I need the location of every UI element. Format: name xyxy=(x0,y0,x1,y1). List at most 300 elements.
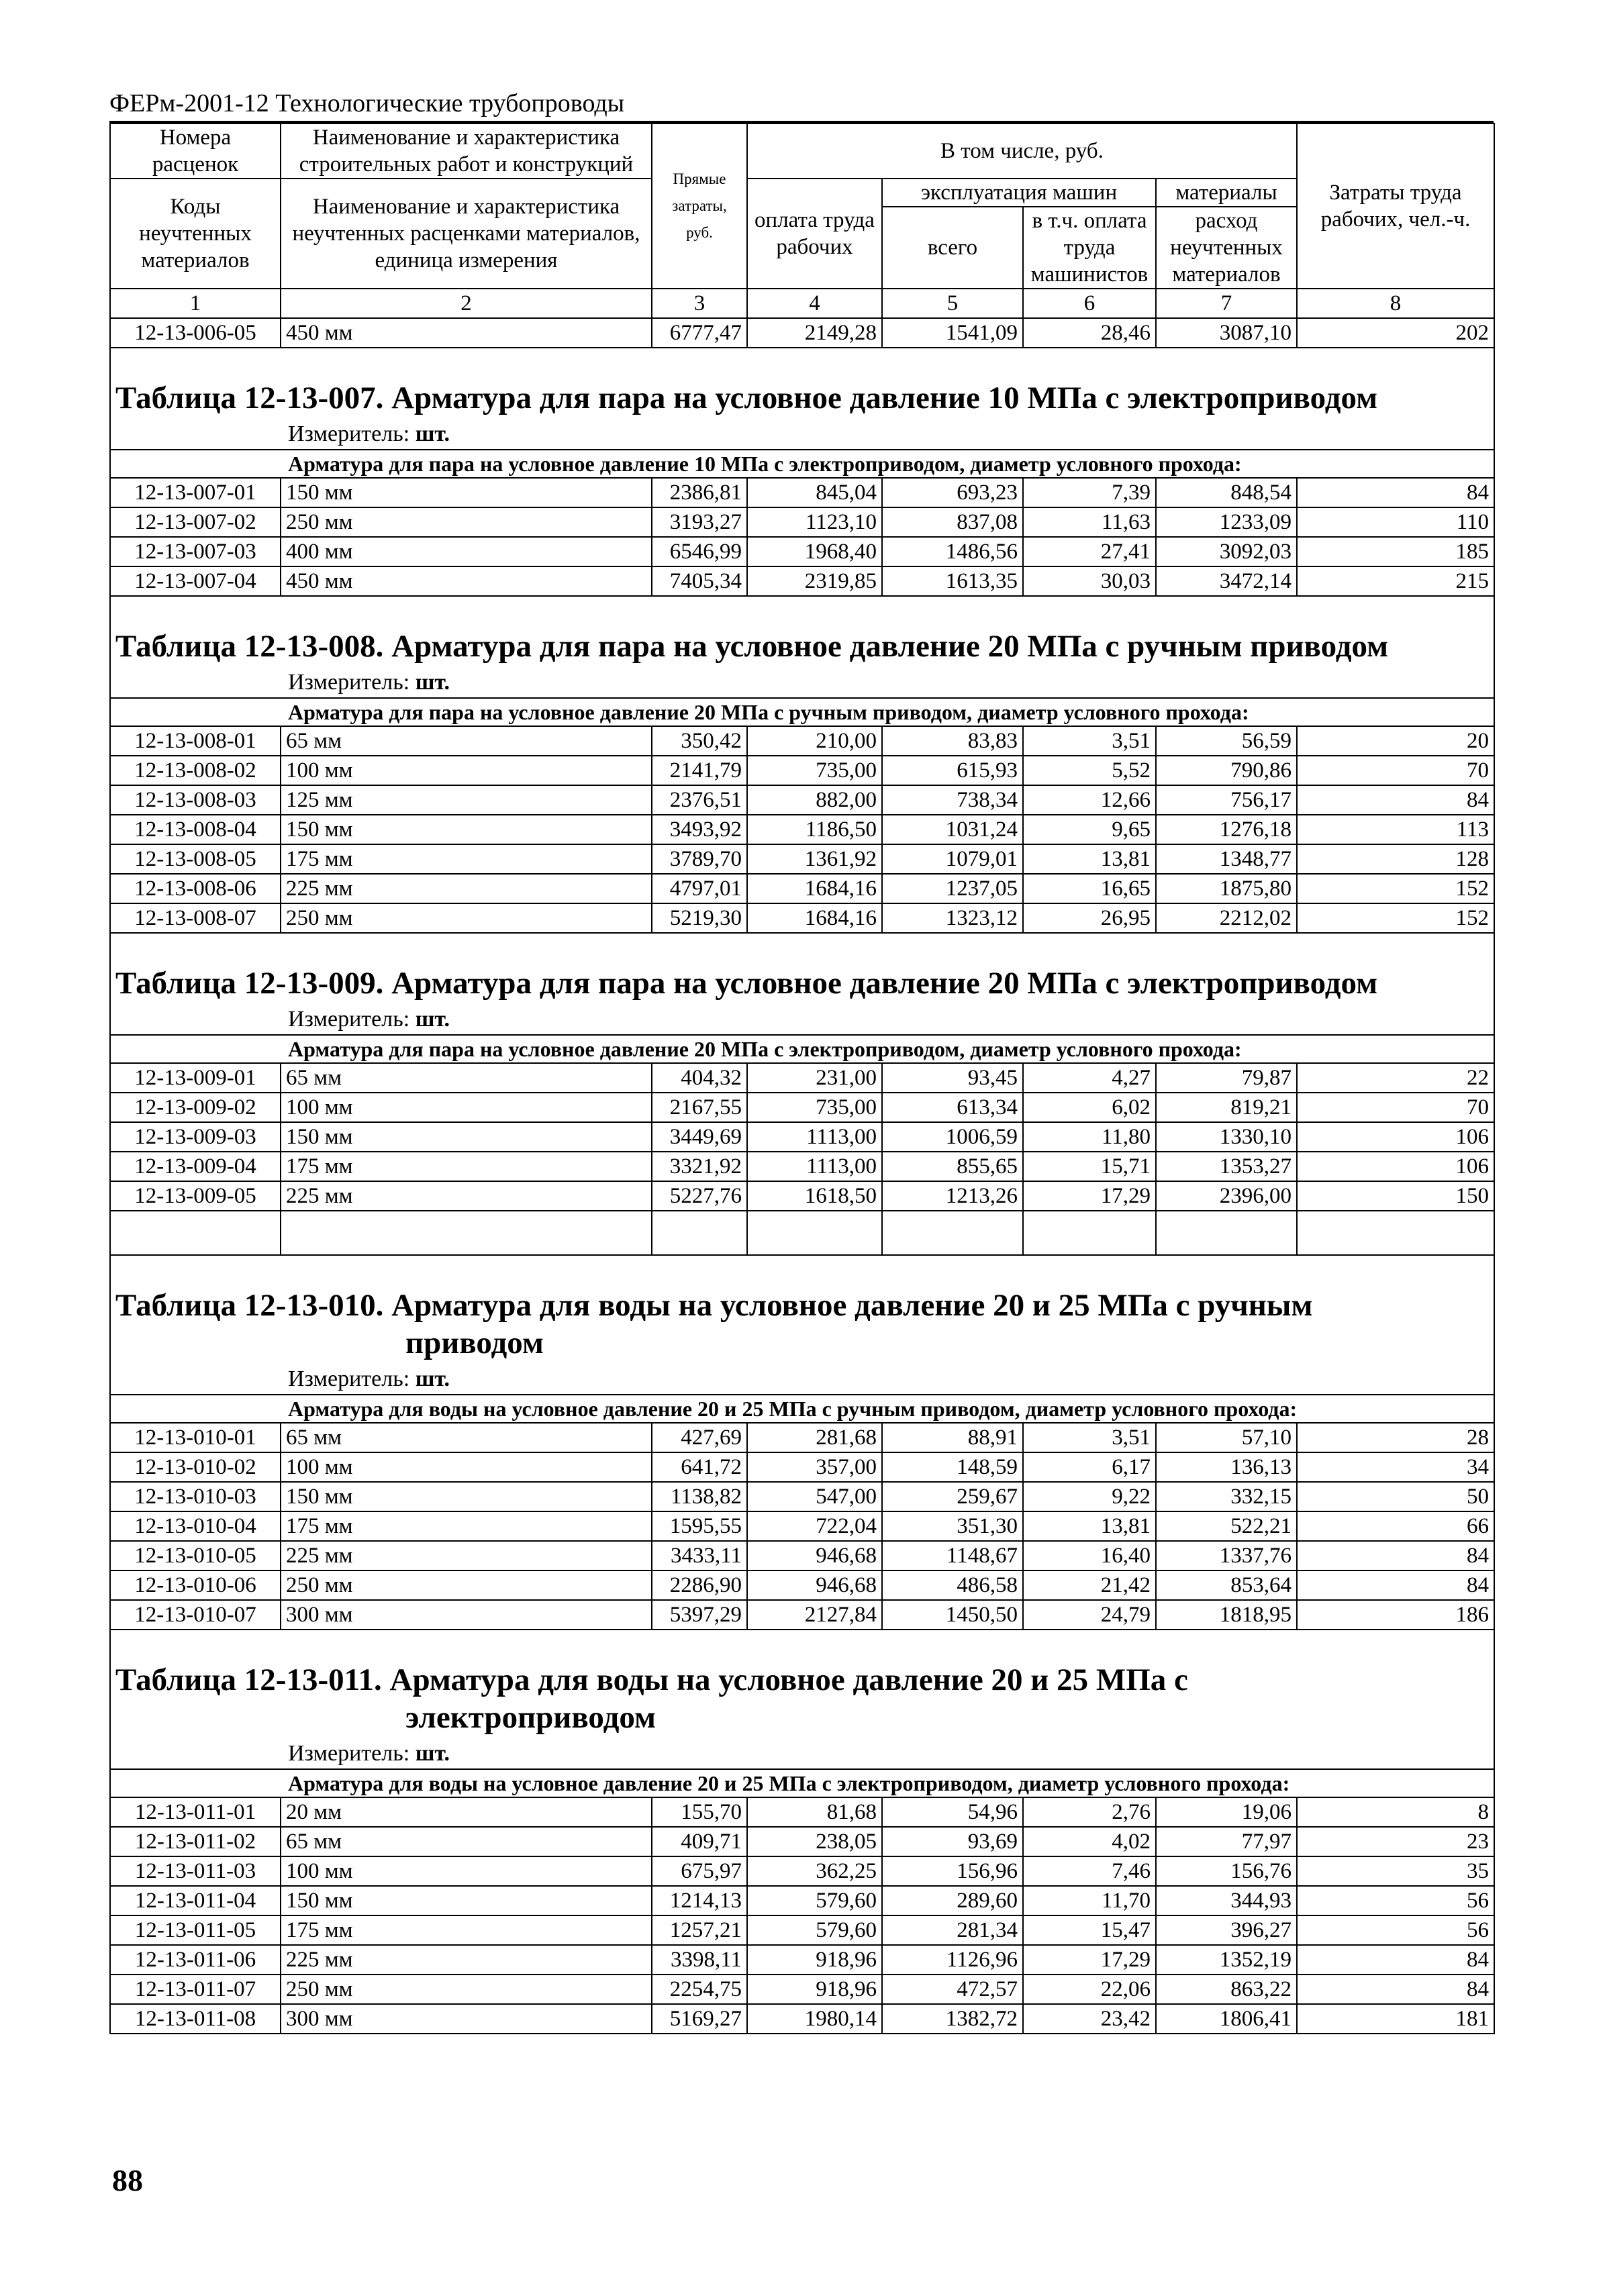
measure-row xyxy=(110,668,1494,698)
table-row xyxy=(110,1511,1494,1541)
diameter: 20 мм xyxy=(281,1797,652,1827)
direct-cost: 155,70 xyxy=(652,1797,747,1827)
labor-cost: 2127,84 xyxy=(747,1600,882,1630)
col2-top-heading: Наименование и характеристика строительных работ и конструкций xyxy=(281,123,652,179)
machines-total: 93,69 xyxy=(882,1827,1023,1856)
table-row xyxy=(110,1600,1494,1630)
materials-cost: 344,93 xyxy=(1156,1886,1297,1915)
column-number: 6 xyxy=(1023,289,1156,318)
rate-code: 12-13-011-03 xyxy=(110,1856,281,1886)
machines-total: 93,45 xyxy=(882,1063,1023,1093)
table-row xyxy=(110,815,1494,844)
direct-cost: 3493,92 xyxy=(652,815,747,844)
table-title-text: Таблица 12-13-009. Арматура для пара на условное давление 20 МПа с электроприводом xyxy=(115,966,1378,1001)
blank-cell xyxy=(652,1211,747,1255)
measure-unit: шт. xyxy=(415,1007,450,1032)
column-number: 1 xyxy=(110,289,281,318)
labor-cost: 946,68 xyxy=(747,1570,882,1600)
machinist-labor: 7,39 xyxy=(1023,478,1156,507)
table-row xyxy=(110,1122,1494,1152)
labor-cost: 1113,00 xyxy=(747,1122,882,1152)
machines-total: 837,08 xyxy=(882,507,1023,537)
materials-cost: 2212,02 xyxy=(1156,903,1297,933)
labor-hours: 84 xyxy=(1297,1541,1494,1570)
table-title-text: Таблица 12-13-011. Арматура для воды на условное давление 20 и 25 МПа с xyxy=(115,1662,1188,1697)
col2-bottom-heading: Наименование и характеристика неучтенных расценками материалов, единица измерения xyxy=(281,179,652,289)
table-row xyxy=(110,785,1494,815)
blank-cell xyxy=(1297,1211,1494,1255)
direct-cost: 5169,27 xyxy=(652,2004,747,2034)
table-title-row xyxy=(110,1255,1494,1364)
diameter: 100 мм xyxy=(281,1452,652,1482)
group-heading-materials: материалы xyxy=(1156,179,1297,207)
measure-unit-line xyxy=(110,1005,1494,1035)
machinist-labor: 26,95 xyxy=(1023,903,1156,933)
labor-hours: 8 xyxy=(1297,1797,1494,1827)
rate-code: 12-13-007-01 xyxy=(110,478,281,507)
col8-heading: Затраты труда рабочих, чел.-ч. xyxy=(1297,123,1494,289)
materials-cost: 19,06 xyxy=(1156,1797,1297,1827)
labor-hours: 34 xyxy=(1297,1452,1494,1482)
col5-heading: всего xyxy=(882,207,1023,289)
rate-code: 12-13-009-01 xyxy=(110,1063,281,1093)
machines-total: 289,60 xyxy=(882,1886,1023,1915)
measure-label: Измеритель: xyxy=(288,421,410,446)
direct-cost: 427,69 xyxy=(652,1423,747,1452)
diameter: 250 мм xyxy=(281,1975,652,2004)
labor-cost: 1684,16 xyxy=(747,903,882,933)
machinist-labor: 17,29 xyxy=(1023,1945,1156,1975)
blank-cell xyxy=(110,1211,281,1255)
machinist-labor: 17,29 xyxy=(1023,1181,1156,1211)
labor-cost: 1968,40 xyxy=(747,537,882,566)
labor-hours: 56 xyxy=(1297,1915,1494,1945)
machines-total: 1382,72 xyxy=(882,2004,1023,2034)
materials-cost: 848,54 xyxy=(1156,478,1297,507)
group-heading-machines: эксплуатация машин xyxy=(882,179,1156,207)
labor-hours: 70 xyxy=(1297,1093,1494,1122)
subheading-row xyxy=(110,1769,1494,1797)
direct-cost: 641,72 xyxy=(652,1452,747,1482)
measure-row xyxy=(110,1739,1494,1769)
measure-label: Измеритель: xyxy=(288,1366,410,1391)
diameter: 65 мм xyxy=(281,1423,652,1452)
table-row xyxy=(110,2004,1494,2034)
labor-hours: 181 xyxy=(1297,2004,1494,2034)
machinist-labor: 9,22 xyxy=(1023,1482,1156,1511)
table-row xyxy=(110,1063,1494,1093)
diameter: 225 мм xyxy=(281,1945,652,1975)
materials-cost: 853,64 xyxy=(1156,1570,1297,1600)
rate-code: 12-13-010-03 xyxy=(110,1482,281,1511)
labor-hours: 128 xyxy=(1297,844,1494,874)
table-title xyxy=(110,1255,1494,1364)
labor-cost: 547,00 xyxy=(747,1482,882,1511)
diameter: 150 мм xyxy=(281,1886,652,1915)
labor-cost: 1186,50 xyxy=(747,815,882,844)
labor-hours: 20 xyxy=(1297,726,1494,756)
measure-unit-line xyxy=(110,1364,1494,1395)
machinist-labor: 15,71 xyxy=(1023,1152,1156,1181)
diameter: 400 мм xyxy=(281,537,652,566)
machines-total: 54,96 xyxy=(882,1797,1023,1827)
machinist-labor: 11,70 xyxy=(1023,1886,1156,1915)
machinist-labor: 11,63 xyxy=(1023,507,1156,537)
rate-code: 12-13-010-05 xyxy=(110,1541,281,1570)
col3-heading: Прямые затраты, руб. xyxy=(652,123,747,289)
direct-cost: 5219,30 xyxy=(652,903,747,933)
table-title-row xyxy=(110,348,1494,419)
table-row xyxy=(110,756,1494,785)
table-row xyxy=(110,566,1494,596)
rate-code: 12-13-008-07 xyxy=(110,903,281,933)
table-row xyxy=(110,1886,1494,1915)
machinist-labor: 15,47 xyxy=(1023,1915,1156,1945)
machinist-labor: 23,42 xyxy=(1023,2004,1156,2034)
labor-hours: 84 xyxy=(1297,1945,1494,1975)
measure-label: Измеритель: xyxy=(288,670,410,695)
labor-hours: 70 xyxy=(1297,756,1494,785)
direct-cost: 4797,01 xyxy=(652,874,747,903)
direct-cost: 3321,92 xyxy=(652,1152,747,1181)
labor-cost: 579,60 xyxy=(747,1886,882,1915)
machinist-labor: 3,51 xyxy=(1023,1423,1156,1452)
labor-cost: 1123,10 xyxy=(747,507,882,537)
running-header: ФЕРм-2001-12 Технологические трубопроводы xyxy=(109,87,1494,123)
diameter: 225 мм xyxy=(281,874,652,903)
blank-cell xyxy=(747,1211,882,1255)
labor-cost: 918,96 xyxy=(747,1975,882,2004)
rate-code: 12-13-009-02 xyxy=(110,1093,281,1122)
column-number-row xyxy=(110,289,1494,318)
machinist-labor: 5,52 xyxy=(1023,756,1156,785)
blank-cell xyxy=(281,1211,652,1255)
table-subheading: Арматура для пара на условное давление 10 МПа с электроприводом, диаметр условного прохода: xyxy=(110,450,1494,478)
labor-hours: 106 xyxy=(1297,1152,1494,1181)
table-subheading: Арматура для воды на условное давление 20 и 25 МПа с электроприводом, диаметр условного прохода: xyxy=(110,1769,1494,1797)
machines-total: 1126,96 xyxy=(882,1945,1023,1975)
direct-cost: 1214,13 xyxy=(652,1886,747,1915)
machines-total: 693,23 xyxy=(882,478,1023,507)
labor-hours: 113 xyxy=(1297,815,1494,844)
materials-cost: 1818,95 xyxy=(1156,1600,1297,1630)
rate-code: 12-13-010-01 xyxy=(110,1423,281,1452)
rate-code: 12-13-011-01 xyxy=(110,1797,281,1827)
labor-hours: 185 xyxy=(1297,537,1494,566)
machines-total: 148,59 xyxy=(882,1452,1023,1482)
diameter: 450 мм xyxy=(281,566,652,596)
direct-cost: 3449,69 xyxy=(652,1122,747,1152)
machines-total: 615,93 xyxy=(882,756,1023,785)
table-row xyxy=(110,1152,1494,1181)
direct-cost: 350,42 xyxy=(652,726,747,756)
machines-total: 259,67 xyxy=(882,1482,1023,1511)
machinist-labor: 2,76 xyxy=(1023,1797,1156,1827)
machinist-labor: 6,02 xyxy=(1023,1093,1156,1122)
table-title-text: Таблица 12-13-008. Арматура для пара на условное давление 20 МПа с ручным приводом xyxy=(115,629,1389,664)
header-row-2 xyxy=(110,179,1494,207)
table-row xyxy=(110,1797,1494,1827)
direct-cost: 7405,34 xyxy=(652,566,747,596)
subheading-row xyxy=(110,1035,1494,1063)
direct-cost: 2254,75 xyxy=(652,1975,747,2004)
blank-cell xyxy=(1023,1211,1156,1255)
machinist-labor: 21,42 xyxy=(1023,1570,1156,1600)
rate-code: 12-13-011-04 xyxy=(110,1886,281,1915)
table-title-continuation: приводом xyxy=(405,1326,544,1360)
rate-code: 12-13-011-07 xyxy=(110,1975,281,2004)
labor-cost: 735,00 xyxy=(747,756,882,785)
rate-code: 12-13-008-01 xyxy=(110,726,281,756)
materials-cost: 1233,09 xyxy=(1156,507,1297,537)
materials-cost: 522,21 xyxy=(1156,1511,1297,1541)
group-heading-incl: В том числе, руб. xyxy=(747,123,1297,179)
direct-cost: 404,32 xyxy=(652,1063,747,1093)
table-subheading: Арматура для воды на условное давление 20 и 25 МПа с ручным приводом, диаметр условного прохода: xyxy=(110,1395,1494,1423)
rate-code: 12-13-008-03 xyxy=(110,785,281,815)
diameter: 150 мм xyxy=(281,1122,652,1152)
diameter: 65 мм xyxy=(281,1063,652,1093)
diameter: 150 мм xyxy=(281,1482,652,1511)
machinist-labor: 3,51 xyxy=(1023,726,1156,756)
labor-hours: 186 xyxy=(1297,1600,1494,1630)
rate-code: 12-13-008-06 xyxy=(110,874,281,903)
materials-cost: 136,13 xyxy=(1156,1452,1297,1482)
table-row xyxy=(110,1541,1494,1570)
diameter: 150 мм xyxy=(281,815,652,844)
machines-total: 1237,05 xyxy=(882,874,1023,903)
materials-cost: 790,86 xyxy=(1156,756,1297,785)
materials-cost: 1330,10 xyxy=(1156,1122,1297,1152)
labor-hours: 22 xyxy=(1297,1063,1494,1093)
labor-hours: 84 xyxy=(1297,478,1494,507)
direct-cost: 2386,81 xyxy=(652,478,747,507)
subheading-row xyxy=(110,698,1494,726)
labor-hours: 215 xyxy=(1297,566,1494,596)
direct-cost: 1138,82 xyxy=(652,1482,747,1511)
measure-label: Измеритель: xyxy=(288,1741,410,1766)
rate-code: 12-13-011-05 xyxy=(110,1915,281,1945)
materials-cost: 79,87 xyxy=(1156,1063,1297,1093)
header-row-1 xyxy=(110,123,1494,179)
labor-hours: 84 xyxy=(1297,1570,1494,1600)
direct-cost: 2376,51 xyxy=(652,785,747,815)
materials-cost: 756,17 xyxy=(1156,785,1297,815)
table-title-row xyxy=(110,933,1494,1005)
measure-unit-line xyxy=(110,419,1494,450)
table-row xyxy=(110,874,1494,903)
materials-cost: 3092,03 xyxy=(1156,537,1297,566)
labor-cost: 946,68 xyxy=(747,1541,882,1570)
direct-cost: 409,71 xyxy=(652,1827,747,1856)
column-number: 4 xyxy=(747,289,882,318)
labor-cost: 1618,50 xyxy=(747,1181,882,1211)
labor-hours: 56 xyxy=(1297,1886,1494,1915)
table-row xyxy=(110,844,1494,874)
rate-code: 12-13-009-05 xyxy=(110,1181,281,1211)
labor-cost: 81,68 xyxy=(747,1797,882,1827)
table-row xyxy=(110,507,1494,537)
blank-cell xyxy=(1156,1211,1297,1255)
labor-hours: 110 xyxy=(1297,507,1494,537)
labor-hours: 106 xyxy=(1297,1122,1494,1152)
machines-total: 855,65 xyxy=(882,1152,1023,1181)
machines-total: 1450,50 xyxy=(882,1600,1023,1630)
labor-hours: 28 xyxy=(1297,1423,1494,1452)
machinist-labor: 4,27 xyxy=(1023,1063,1156,1093)
column-number: 8 xyxy=(1297,289,1494,318)
table-title xyxy=(110,596,1494,668)
materials-cost: 863,22 xyxy=(1156,1975,1297,2004)
table-row xyxy=(110,726,1494,756)
direct-cost: 6546,99 xyxy=(652,537,747,566)
materials-cost: 1337,76 xyxy=(1156,1541,1297,1570)
rate-code: 12-13-007-04 xyxy=(110,566,281,596)
direct-cost: 2141,79 xyxy=(652,756,747,785)
materials-cost: 57,10 xyxy=(1156,1423,1297,1452)
machinist-labor: 28,46 xyxy=(1023,318,1156,348)
materials-cost: 3087,10 xyxy=(1156,318,1297,348)
machinist-labor: 9,65 xyxy=(1023,815,1156,844)
rate-code: 12-13-010-06 xyxy=(110,1570,281,1600)
table-row xyxy=(110,478,1494,507)
rate-code: 12-13-010-04 xyxy=(110,1511,281,1541)
price-table xyxy=(109,123,1495,2034)
diameter: 100 мм xyxy=(281,1093,652,1122)
labor-hours: 202 xyxy=(1297,318,1494,348)
labor-cost: 722,04 xyxy=(747,1511,882,1541)
materials-cost: 1352,19 xyxy=(1156,1945,1297,1975)
machines-total: 1323,12 xyxy=(882,903,1023,933)
direct-cost: 3193,27 xyxy=(652,507,747,537)
labor-cost: 882,00 xyxy=(747,785,882,815)
table-row xyxy=(110,1915,1494,1945)
labor-cost: 579,60 xyxy=(747,1915,882,1945)
table-row xyxy=(110,1975,1494,2004)
diameter: 300 мм xyxy=(281,1600,652,1630)
materials-cost: 156,76 xyxy=(1156,1856,1297,1886)
labor-hours: 50 xyxy=(1297,1482,1494,1511)
diameter: 175 мм xyxy=(281,1511,652,1541)
rate-code: 12-13-008-04 xyxy=(110,815,281,844)
rate-code: 12-13-011-08 xyxy=(110,2004,281,2034)
column-number: 2 xyxy=(281,289,652,318)
measure-row xyxy=(110,419,1494,450)
labor-hours: 150 xyxy=(1297,1181,1494,1211)
materials-cost: 1353,27 xyxy=(1156,1152,1297,1181)
labor-cost: 735,00 xyxy=(747,1093,882,1122)
measure-unit-line xyxy=(110,1739,1494,1769)
labor-cost: 1980,14 xyxy=(747,2004,882,2034)
machinist-labor: 16,40 xyxy=(1023,1541,1156,1570)
table-title xyxy=(110,348,1494,419)
table-row xyxy=(110,1181,1494,1211)
diameter: 175 мм xyxy=(281,844,652,874)
measure-unit-line xyxy=(110,668,1494,698)
table-title-text: Таблица 12-13-007. Арматура для пара на условное давление 10 МПа с электроприводом xyxy=(115,381,1378,415)
machinist-labor: 13,81 xyxy=(1023,844,1156,874)
measure-row xyxy=(110,1005,1494,1035)
table-title-row xyxy=(110,1630,1494,1739)
direct-cost: 1257,21 xyxy=(652,1915,747,1945)
subheading-row xyxy=(110,1395,1494,1423)
table-row xyxy=(110,1945,1494,1975)
direct-cost: 3433,11 xyxy=(652,1541,747,1570)
table-row xyxy=(110,903,1494,933)
materials-cost: 3472,14 xyxy=(1156,566,1297,596)
labor-hours: 35 xyxy=(1297,1856,1494,1886)
labor-cost: 1684,16 xyxy=(747,874,882,903)
table-title-text: Таблица 12-13-010. Арматура для воды на условное давление 20 и 25 МПа с ручным xyxy=(115,1288,1313,1323)
table-row xyxy=(110,1570,1494,1600)
column-number: 3 xyxy=(652,289,747,318)
labor-cost: 1361,92 xyxy=(747,844,882,874)
measure-unit: шт. xyxy=(415,1366,450,1391)
direct-cost: 5397,29 xyxy=(652,1600,747,1630)
labor-hours: 84 xyxy=(1297,1975,1494,2004)
labor-cost: 281,68 xyxy=(747,1423,882,1452)
materials-cost: 1276,18 xyxy=(1156,815,1297,844)
machines-total: 1031,24 xyxy=(882,815,1023,844)
measure-unit: шт. xyxy=(415,670,450,695)
machines-total: 281,34 xyxy=(882,1915,1023,1945)
materials-cost: 2396,00 xyxy=(1156,1181,1297,1211)
diameter: 125 мм xyxy=(281,785,652,815)
materials-cost: 1348,77 xyxy=(1156,844,1297,874)
labor-hours: 84 xyxy=(1297,785,1494,815)
machines-total: 1541,09 xyxy=(882,318,1023,348)
labor-cost: 238,05 xyxy=(747,1827,882,1856)
diameter: 150 мм xyxy=(281,478,652,507)
rate-code: 12-13-008-05 xyxy=(110,844,281,874)
diameter: 175 мм xyxy=(281,1152,652,1181)
table-row xyxy=(110,537,1494,566)
diameter: 250 мм xyxy=(281,507,652,537)
subheading-row xyxy=(110,450,1494,478)
table-subheading: Арматура для пара на условное давление 20 МПа с электроприводом, диаметр условного прохода: xyxy=(110,1035,1494,1063)
direct-cost: 3398,11 xyxy=(652,1945,747,1975)
machinist-labor: 11,80 xyxy=(1023,1122,1156,1152)
diameter: 175 мм xyxy=(281,1915,652,1945)
machines-total: 486,58 xyxy=(882,1570,1023,1600)
col1-top-heading: Номера расценок xyxy=(110,123,281,179)
rate-code: 12-13-010-02 xyxy=(110,1452,281,1482)
table-row xyxy=(110,1093,1494,1122)
table-body xyxy=(110,123,1494,2034)
labor-cost: 231,00 xyxy=(747,1063,882,1093)
direct-cost: 1595,55 xyxy=(652,1511,747,1541)
labor-hours: 66 xyxy=(1297,1511,1494,1541)
column-number: 7 xyxy=(1156,289,1297,318)
machinist-labor: 12,66 xyxy=(1023,785,1156,815)
labor-cost: 210,00 xyxy=(747,726,882,756)
materials-cost: 1806,41 xyxy=(1156,2004,1297,2034)
diameter: 65 мм xyxy=(281,726,652,756)
materials-cost: 56,59 xyxy=(1156,726,1297,756)
rate-code: 12-13-009-04 xyxy=(110,1152,281,1181)
table-title xyxy=(110,933,1494,1005)
labor-cost: 845,04 xyxy=(747,478,882,507)
measure-unit: шт. xyxy=(415,1741,450,1766)
measure-unit: шт. xyxy=(415,421,450,446)
labor-hours: 23 xyxy=(1297,1827,1494,1856)
machines-total: 1079,01 xyxy=(882,844,1023,874)
rate-code: 12-13-006-05 xyxy=(110,318,281,348)
direct-cost: 675,97 xyxy=(652,1856,747,1886)
table-row xyxy=(110,1482,1494,1511)
diameter: 225 мм xyxy=(281,1541,652,1570)
diameter: 225 мм xyxy=(281,1181,652,1211)
